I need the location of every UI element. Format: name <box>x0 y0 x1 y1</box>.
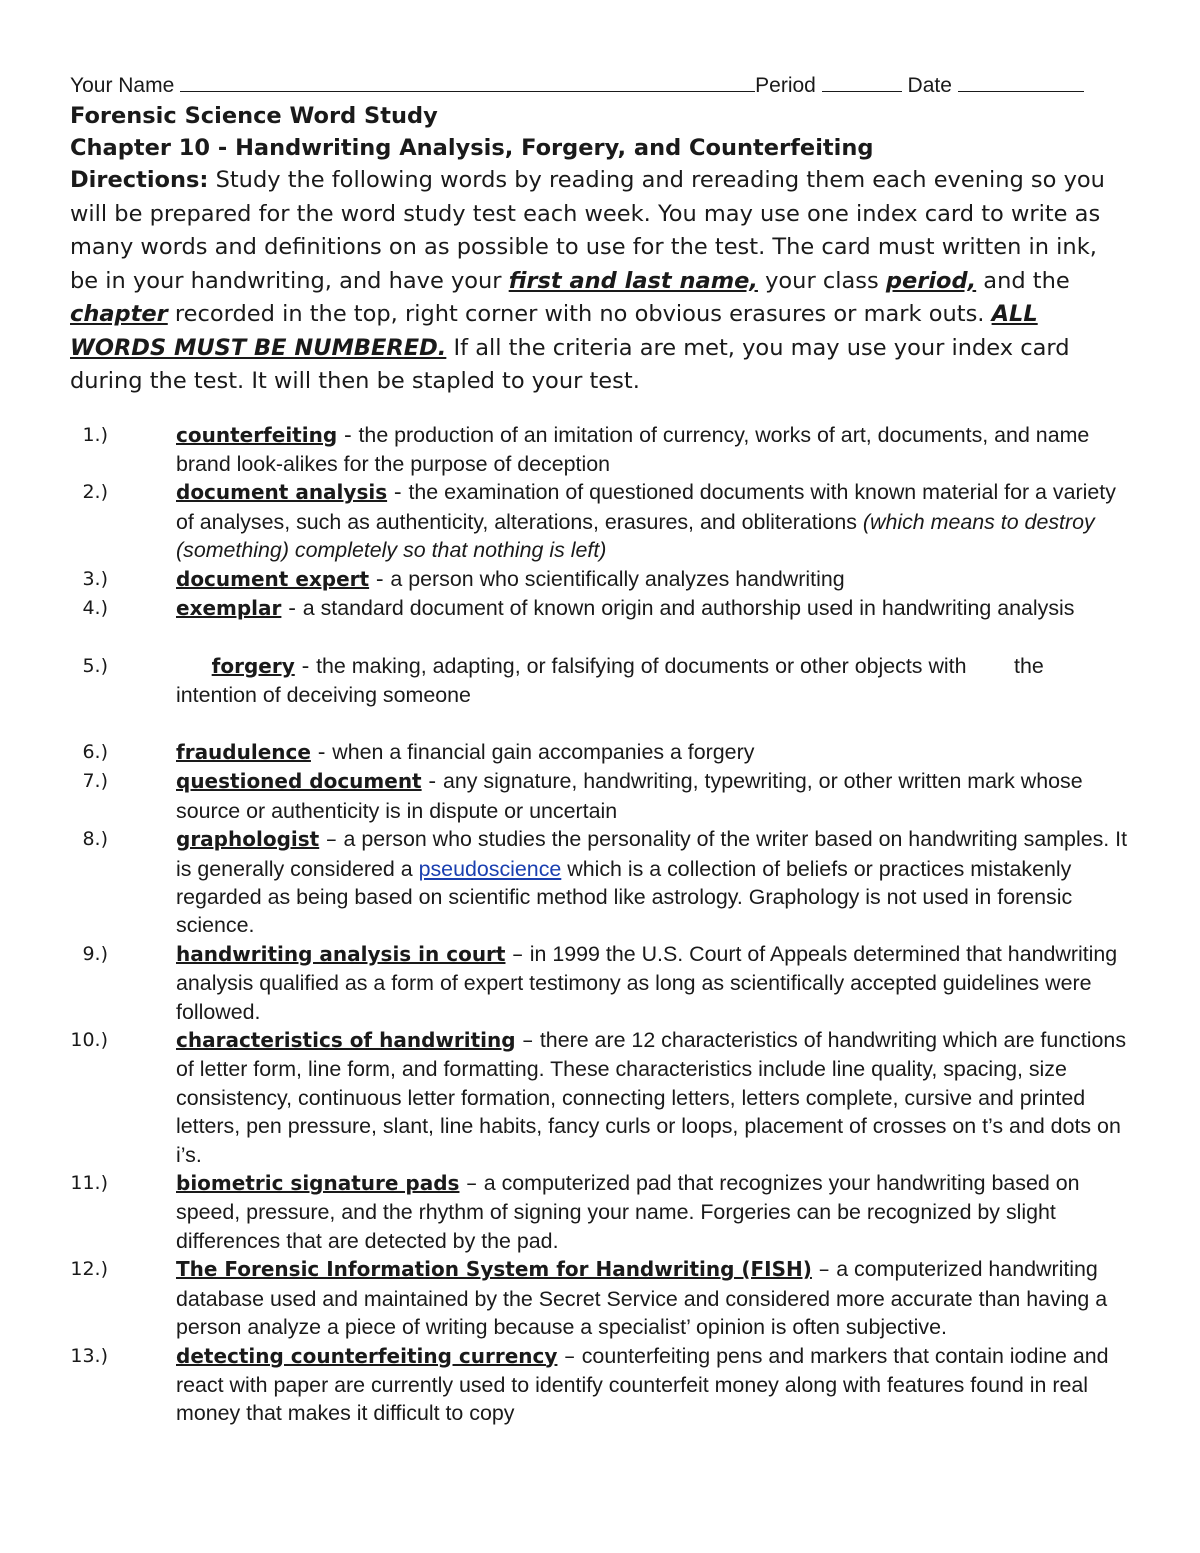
list-item <box>70 1342 1130 1428</box>
vocabulary-list <box>70 421 1130 1428</box>
directions-text: If all the criteria are met, you may use your index card during the test. It will then be stapled to your test. <box>70 334 1070 394</box>
term-separator: – <box>459 1171 484 1197</box>
chapter-title: Chapter 10 - Handwriting Analysis, Forgery, and Counterfeiting <box>70 135 874 161</box>
item-number: 5.) <box>82 654 108 677</box>
term-separator: – <box>811 1257 837 1283</box>
term-definition: any signature, handwriting, typewriting, or other written mark whose source or authenticity is in dispute or uncertain <box>176 769 1083 823</box>
emphasis-chapter: chapter <box>70 301 168 327</box>
item-number: 9.) <box>82 942 108 965</box>
term-word: detecting counterfeiting currency <box>176 1343 558 1368</box>
list-item <box>70 478 1130 564</box>
term-definition: there are 12 characteristics of handwriting which are functions of letter form, line form, and formatting. These characteristics include line quality, spacing, size consistency, continuous letter formation, connecting letters, letters complete, cursive and printed letters, pen pressure, slant, line habits, fancy curls or loops, placement of crosses on t’s and dots on i’s. <box>176 1028 1127 1167</box>
term-definition: in 1999 the U.S. Court of Appeals determined that handwriting analysis qualified as a form of expert testimony as long as scientifically accepted guidelines were followed. <box>176 941 1118 1024</box>
term-word: handwriting analysis in court <box>176 941 506 966</box>
date-label: Date <box>907 74 952 97</box>
term-separator: - <box>310 739 333 765</box>
term-word: questioned document <box>176 769 422 794</box>
worksheet-page <box>70 72 1130 1428</box>
term-definition: when a financial gain accompanies a forgery <box>332 739 755 764</box>
term-definition: counterfeiting pens and markers that contain iodine and react with paper are currently used to identify counterfeit money along with features found in real money that makes it difficult to copy <box>176 1343 1109 1426</box>
period-label: Period <box>755 74 816 97</box>
term-definition: the examination of questioned documents with known material for a variety of analyses, such as authenticity, alterations, erasures, and obliterations <box>176 480 1116 534</box>
item-number: 11.) <box>70 1172 108 1195</box>
term-definition-note: (which means to destroy (something) completely so that nothing is left) <box>176 509 1095 563</box>
emphasis-period: period, <box>885 267 977 294</box>
list-item <box>70 1169 1130 1255</box>
list-item <box>70 940 1130 1026</box>
term-word: forgery <box>211 653 295 678</box>
name-blank[interactable] <box>180 73 755 92</box>
term-word: graphologist <box>176 827 320 852</box>
term-separator: - <box>421 769 443 795</box>
item-number: 12.) <box>70 1258 108 1281</box>
emphasis-name: first and last name, <box>508 267 758 294</box>
period-blank[interactable] <box>822 73 902 92</box>
item-number: 3.) <box>82 567 108 590</box>
list-item <box>70 825 1130 940</box>
list-item <box>70 1026 1130 1169</box>
term-definition: a standard document of known origin and authorship used in handwriting analysis <box>302 595 1075 620</box>
directions-text: recorded in the top, right corner with no obvious erasures or mark outs. <box>167 301 992 327</box>
emphasis-numbered: ALL WORDS MUST BE NUMBERED. <box>70 301 1038 361</box>
term-separator: – <box>515 1028 540 1054</box>
directions-text: and the <box>976 267 1070 294</box>
term-definition: a person who studies the personality of the writer based on handwriting samples. It is generally considered a <box>176 827 1128 881</box>
term-separator: - <box>337 422 359 448</box>
term-separator: - <box>369 566 391 592</box>
term-separator: – <box>505 941 530 967</box>
term-definition: a computerized pad that recognizes your handwriting based on speed, pressure, and the rhythm of signing your name. Forgeries can be recognized by slight differences that are detected by the pad. <box>176 1171 1080 1253</box>
item-number: 13.) <box>70 1344 108 1367</box>
term-word: exemplar <box>176 595 282 620</box>
term-separator: – <box>319 827 344 853</box>
list-item <box>70 565 1130 594</box>
directions-text: your class <box>757 267 886 294</box>
item-number: 6.) <box>82 740 108 763</box>
list-item <box>70 594 1130 623</box>
name-label: Your Name <box>70 74 175 97</box>
worksheet-title: Forensic Science Word Study <box>70 103 438 129</box>
list-item <box>70 738 1130 767</box>
term-separator: - <box>387 480 409 506</box>
term-definition: a computerized handwriting database used and maintained by the Secret Service and considered more accurate than having a person analyze a piece of writing because a specialist’ opinion is often subjective. <box>176 1257 1108 1340</box>
date-blank[interactable] <box>958 73 1084 92</box>
term-separator: - <box>294 653 317 679</box>
term-separator: - <box>281 595 303 621</box>
term-word: document analysis <box>176 480 388 505</box>
term-definition-continued: which is a collection of beliefs or practices mistakenly regarded as being based on scientific method like astrology. Graphology is not used in forensic science. <box>176 856 1073 938</box>
term-word: The Forensic Information System for Handwriting (FISH) <box>176 1257 812 1282</box>
term-word: counterfeiting <box>176 422 338 447</box>
directions-text: Study the following words by reading and rereading them each evening so you will be prepared for the word study test each week. You may use one index card to write as many words and definitions on as possible to use for the test. The card must written in ink, be in your handwriting, and have your <box>70 167 1105 294</box>
list-item <box>70 767 1130 825</box>
term-definition: a person who scientifically analyzes handwriting <box>390 566 845 591</box>
term-word: document expert <box>176 566 370 591</box>
list-item <box>70 421 1130 479</box>
list-item <box>70 1255 1130 1341</box>
term-word: characteristics of handwriting <box>176 1028 516 1053</box>
directions-label: Directions: <box>70 167 209 193</box>
student-info-line <box>70 72 1130 100</box>
item-number: 2.) <box>82 481 108 504</box>
term-definition: the making, adapting, or falsifying of documents or other objects with the intention of deceiving someone <box>176 653 1050 708</box>
item-number: 10.) <box>70 1029 108 1052</box>
term-word: fraudulence <box>176 739 311 764</box>
item-number: 7.) <box>82 770 108 793</box>
term-separator: – <box>557 1343 582 1369</box>
term-word: biometric signature pads <box>176 1171 460 1196</box>
item-number: 4.) <box>82 596 108 619</box>
directions-paragraph <box>70 164 1130 399</box>
item-number: 1.) <box>82 423 108 446</box>
item-number: 8.) <box>82 828 108 851</box>
pseudoscience-link[interactable]: pseudoscience <box>418 856 562 881</box>
list-item <box>70 623 1130 738</box>
term-definition: the production of an imitation of currency, works of art, documents, and name brand look-alikes for the purpose of deception <box>176 422 1090 476</box>
